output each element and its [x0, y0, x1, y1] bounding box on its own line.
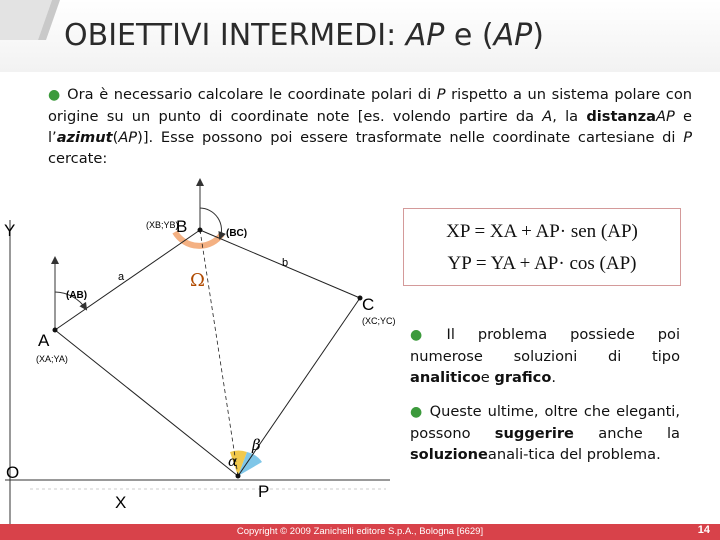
formula-yp: YP = YA + AP· cos (AP) [447, 253, 637, 274]
side-paragraph-2: ● Queste ultime, oltre che eleganti, possono suggerire anche la soluzioneanali-tica del problema. [410, 403, 680, 463]
page-title: OBIETTIVI INTERMEDI: AP e (AP) [64, 18, 544, 53]
bullet-icon: ● [410, 404, 424, 420]
line-ap [55, 330, 238, 476]
label-b: B [176, 217, 188, 236]
side-ab [55, 230, 200, 330]
line-bp [200, 230, 238, 476]
label-azimuth-ab: (AB) [66, 290, 88, 301]
label-side-b: b [282, 257, 289, 269]
label-c: C [362, 295, 375, 314]
label-o: O [6, 463, 20, 482]
label-y: Y [4, 221, 16, 240]
formula-xp: XP = XA + AP· sen (AP) [446, 221, 638, 242]
label-c-coords: (XC;YC) [362, 316, 396, 326]
label-p: P [258, 482, 270, 501]
label-omega: Ω [190, 270, 205, 291]
label-b-coords: (XB;YB) [146, 220, 179, 230]
label-a: A [38, 331, 50, 350]
bullet-icon: ● [410, 327, 441, 343]
intro-paragraph: ● Ora è necessario calcolare le coordinate polari di P rispetto a un sistema polare con origine su un punto di coordinate note [es. volendo partire da A, la distanzaAP e l’azimut(AP)]. Esse possono poi essere trasformate nelle coordinate cartesiane di P cercate: [48, 86, 692, 167]
label-a-coords: (XA;YA) [36, 354, 68, 364]
point-p [236, 474, 241, 479]
label-x: X [115, 493, 127, 512]
point-b [198, 228, 203, 233]
point-a [53, 328, 58, 333]
label-beta: β [252, 436, 261, 454]
bullet-icon: ● [48, 87, 62, 103]
side-bc [200, 230, 360, 298]
page-number: 14 [697, 524, 710, 536]
side-paragraph-1: ● Il problema possiede poi numerose soluzioni di tipo analiticoe grafico. [410, 326, 680, 386]
copyright-text: Copyright © 2009 Zanichelli editore S.p.A., Bologna [6629] [236, 526, 484, 537]
label-azimuth-bc: (BC) [226, 228, 248, 239]
label-side-a: a [118, 271, 125, 283]
survey-diagram [0, 170, 400, 524]
azimuth-bc-arc [200, 208, 222, 238]
formula-box [403, 208, 681, 286]
label-alpha: α [228, 454, 238, 470]
